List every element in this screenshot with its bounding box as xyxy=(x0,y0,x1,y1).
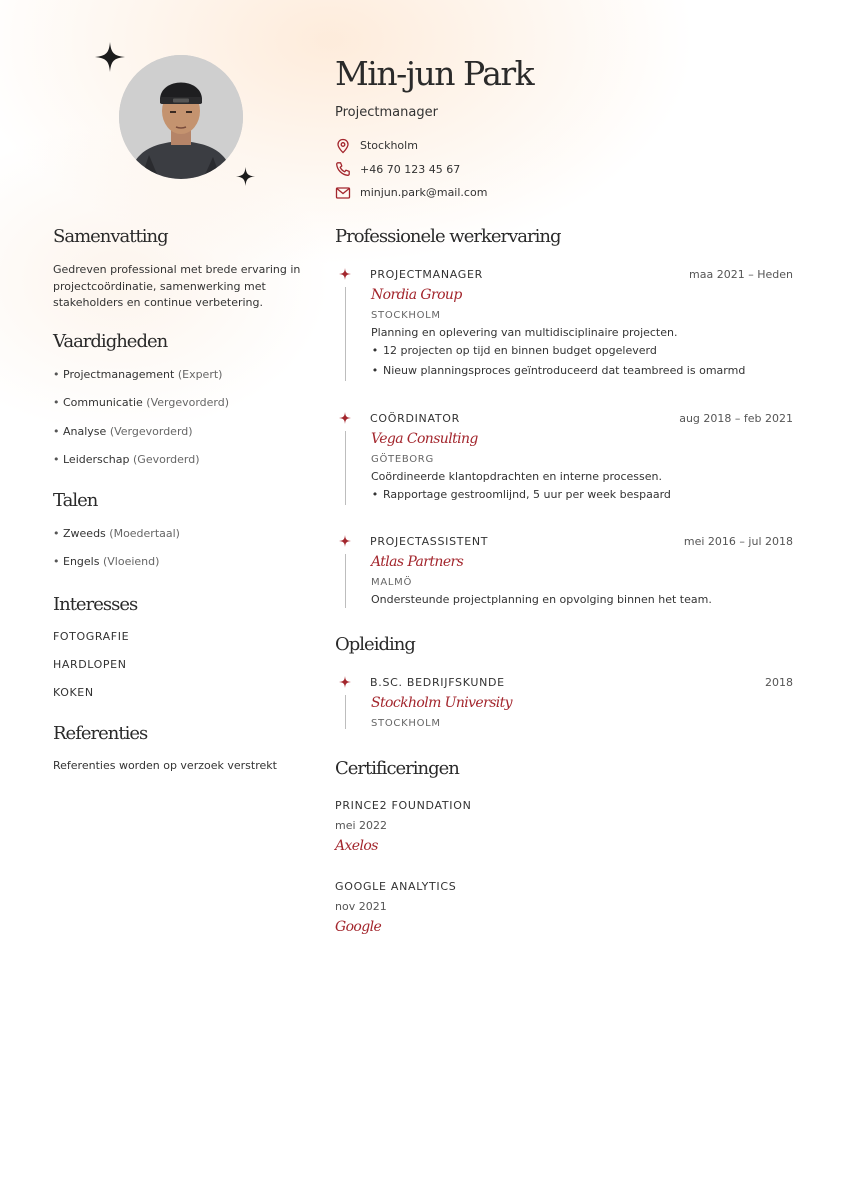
references-title: Referenties xyxy=(53,723,148,744)
job-title: COÖRDINATOR xyxy=(370,411,460,425)
company-name: Nordia Group xyxy=(371,287,462,303)
education-date: 2018 xyxy=(765,675,793,689)
job-entry xyxy=(335,532,793,608)
contact-phone[interactable] xyxy=(335,158,533,182)
degree-title: B.SC. BEDRIJFSKUNDE xyxy=(370,675,505,689)
person-name: Min-jun Park xyxy=(335,54,534,93)
list-item: • Analyse (Vergevorderd) xyxy=(53,424,193,438)
phone-icon xyxy=(335,161,351,177)
list-item: • Engels (Vloeiend) xyxy=(53,555,160,569)
certification-entry xyxy=(335,799,472,854)
job-description: Planning en oplevering van multidisciplinaire projecten. xyxy=(371,326,678,339)
contact-info xyxy=(335,134,533,205)
interests-title: Interesses xyxy=(53,594,138,615)
languages-list xyxy=(53,527,180,584)
list-item: HARDLOPEN xyxy=(53,658,127,671)
mail-icon xyxy=(335,185,351,201)
education-title: Opleiding xyxy=(335,634,415,655)
languages-title: Talen xyxy=(53,490,98,511)
references-text: Referenties worden op verzoek verstrekt xyxy=(53,759,277,772)
job-title: PROJECTMANAGER xyxy=(370,267,484,281)
list-item: • Projectmanagement (Expert) xyxy=(53,368,223,381)
location-text: Stockholm xyxy=(360,139,418,153)
company-name: Vega Consulting xyxy=(371,431,478,447)
education-entry xyxy=(335,673,793,729)
job-location: GÖTEBORG xyxy=(371,454,434,465)
job-role: Projectmanager xyxy=(335,105,438,120)
job-entry xyxy=(335,265,793,381)
certification-entry xyxy=(335,880,456,935)
cert-issuer: Axelos xyxy=(335,838,378,854)
list-item: • Leiderschap (Gevorderd) xyxy=(53,452,200,466)
job-date: mei 2016 – jul 2018 xyxy=(683,534,793,548)
interests-list xyxy=(53,630,129,714)
job-bullet: • Rapportage gestroomlijnd, 5 uur per week bespaard xyxy=(371,488,671,501)
experience-title: Professionele werkervaring xyxy=(335,226,561,247)
star-bullet-icon xyxy=(339,412,351,424)
contact-email[interactable] xyxy=(335,181,533,205)
cert-date: nov 2021 xyxy=(335,900,387,913)
star-bullet-icon xyxy=(339,535,351,547)
certifications-title: Certificeringen xyxy=(335,758,459,779)
cert-date: mei 2022 xyxy=(335,819,388,832)
star-bullet-icon xyxy=(339,268,351,280)
school-name: Stockholm University xyxy=(371,695,512,711)
cert-name: GOOGLE ANALYTICS xyxy=(335,880,457,893)
list-item: • Communicatie (Vergevorderd) xyxy=(53,396,230,410)
job-date: maa 2021 – Heden xyxy=(689,267,793,281)
skills-list xyxy=(53,368,229,481)
summary-title: Samenvatting xyxy=(53,226,168,247)
job-description: Coördineerde klantopdrachten en interne processen. xyxy=(371,470,662,483)
location-pin-icon xyxy=(335,138,351,154)
email-text: minjun.park@mail.com xyxy=(360,186,488,200)
cert-name: PRINCE2 FOUNDATION xyxy=(335,799,472,812)
list-item: FOTOGRAFIE xyxy=(53,630,130,643)
company-name: Atlas Partners xyxy=(371,554,464,570)
job-bullet: • 12 projecten op tijd en binnen budget opgeleverd xyxy=(371,344,657,357)
contact-location xyxy=(335,134,533,158)
star-bullet-icon xyxy=(339,676,351,688)
sparkle-icon xyxy=(95,42,125,72)
job-description: Ondersteunde projectplanning en opvolging binnen het team. xyxy=(371,593,712,606)
sparkle-icon xyxy=(236,167,255,186)
job-location: MALMÖ xyxy=(371,577,413,588)
summary-text: Gedreven professional met brede ervaring in projectcoördinatie, samenwerking met stakeholders en continue verbetering. xyxy=(53,263,301,309)
skills-title: Vaardigheden xyxy=(53,331,168,352)
school-location: STOCKHOLM xyxy=(371,718,441,729)
job-bullet: • Nieuw planningsproces geïntroduceerd dat teambreed is omarmd xyxy=(371,364,746,377)
job-date: aug 2018 – feb 2021 xyxy=(679,411,793,425)
list-item: KOKEN xyxy=(53,686,94,699)
header xyxy=(335,54,533,205)
cert-issuer: Google xyxy=(335,919,382,935)
job-location: STOCKHOLM xyxy=(371,310,441,321)
list-item: • Zweeds (Moedertaal) xyxy=(53,527,180,540)
phone-text: +46 70 123 45 67 xyxy=(360,162,461,176)
job-title: PROJECTASSISTENT xyxy=(370,534,489,548)
profile-photo xyxy=(119,55,243,179)
job-entry xyxy=(335,409,793,505)
